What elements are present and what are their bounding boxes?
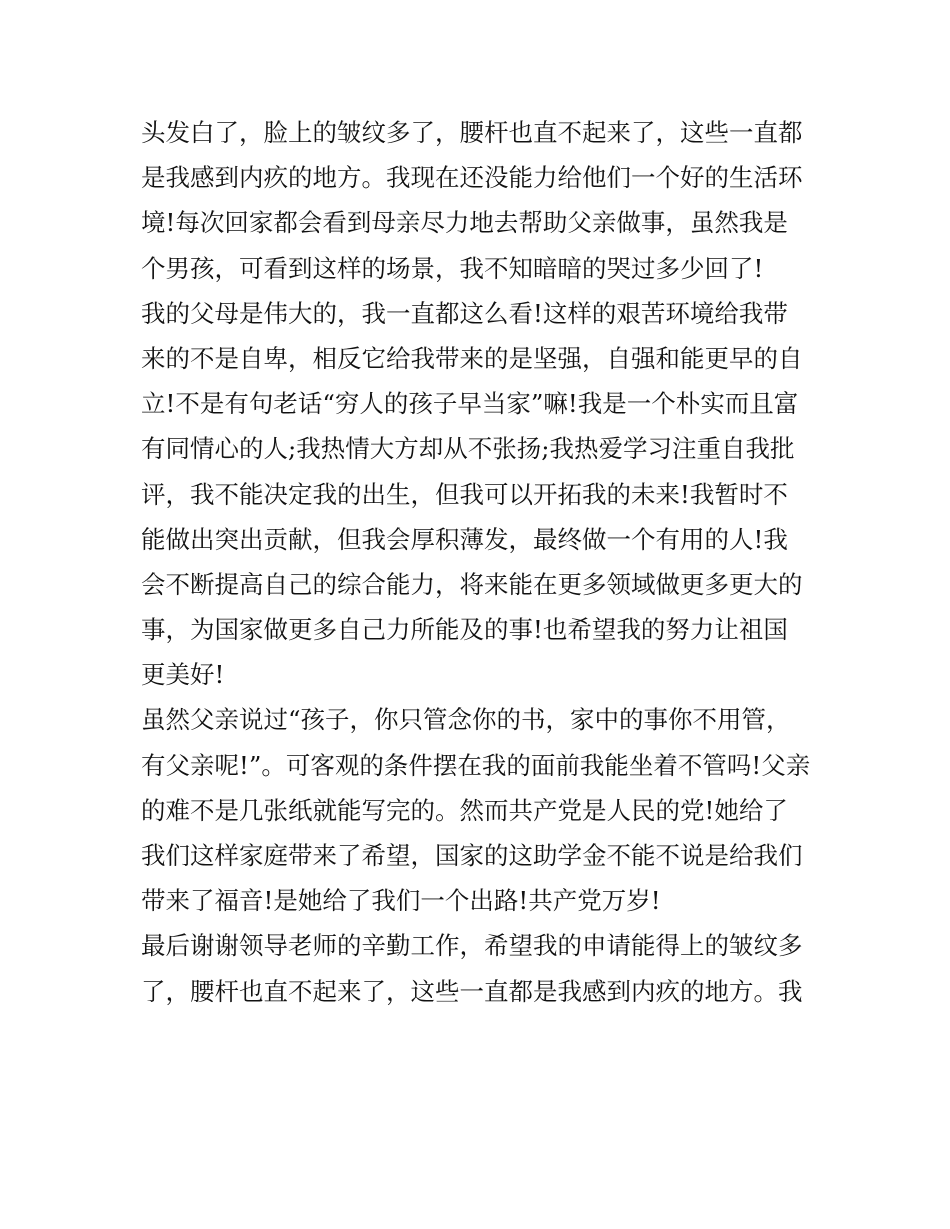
text-line: 评，我不能决定我的出生，但我可以开拓我的未来!我暂时不 (141, 479, 788, 509)
text-line: 能做出突出贡献，但我会厚积薄发，最终做一个有用的人!我 (141, 524, 788, 554)
text-line: 有父亲呢!”。可客观的条件摆在我的面前我能坐着不管吗!父亲 (141, 750, 811, 780)
text-line: 境!每次回家都会看到母亲尽力地去帮助父亲做事，虽然我是 (141, 208, 788, 238)
text-line: 我的父母是伟大的，我一直都这么看!这样的艰苦环境给我带 (141, 298, 788, 328)
text-line: 立!不是有句老话“穷人的孩子早当家”嘛!我是一个朴实而且富 (141, 389, 799, 419)
text-line: 更美好! (141, 660, 225, 690)
text-line: 有同情心的人;我热情大方却从不张扬;我热爱学习注重自我批 (141, 434, 795, 464)
text-line: 头发白了，脸上的皱纹多了，腰杆也直不起来了，这些一直都 (141, 118, 803, 147)
text-line: 了，腰杆也直不起来了，这些一直都是我感到内疚的地方。我 (141, 976, 803, 1006)
text-line: 虽然父亲说过“孩子，你只管念你的书，家中的事你不用管， (141, 705, 791, 735)
text-line: 最后谢谢领导老师的辛勤工作，希望我的申请能得上的皱纹多 (141, 931, 803, 961)
text-line: 会不断提高自己的综合能力，将来能在更多领域做更多更大的 (141, 569, 803, 599)
body-text (141, 110, 821, 1014)
text-line: 我们这样家庭带来了希望，国家的这助学金不能不说是给我们 (141, 841, 803, 870)
text-line: 是我感到内疚的地方。我现在还没能力给他们一个好的生活环 (141, 163, 803, 193)
text-line: 带来了福音!是她给了我们一个出路!共产党万岁! (141, 886, 661, 916)
text-line: 来的不是自卑，相反它给我带来的是坚强，自强和能更早的自 (141, 343, 803, 373)
text-line: 个男孩，可看到这样的场景，我不知暗暗的哭过多少回了! (141, 253, 764, 283)
text-line: 事，为国家做更多自己力所能及的事!也希望我的努力让祖国 (141, 615, 788, 645)
text-line: 的难不是几张纸就能写完的。然而共产党是人民的党!她给了 (141, 795, 788, 825)
